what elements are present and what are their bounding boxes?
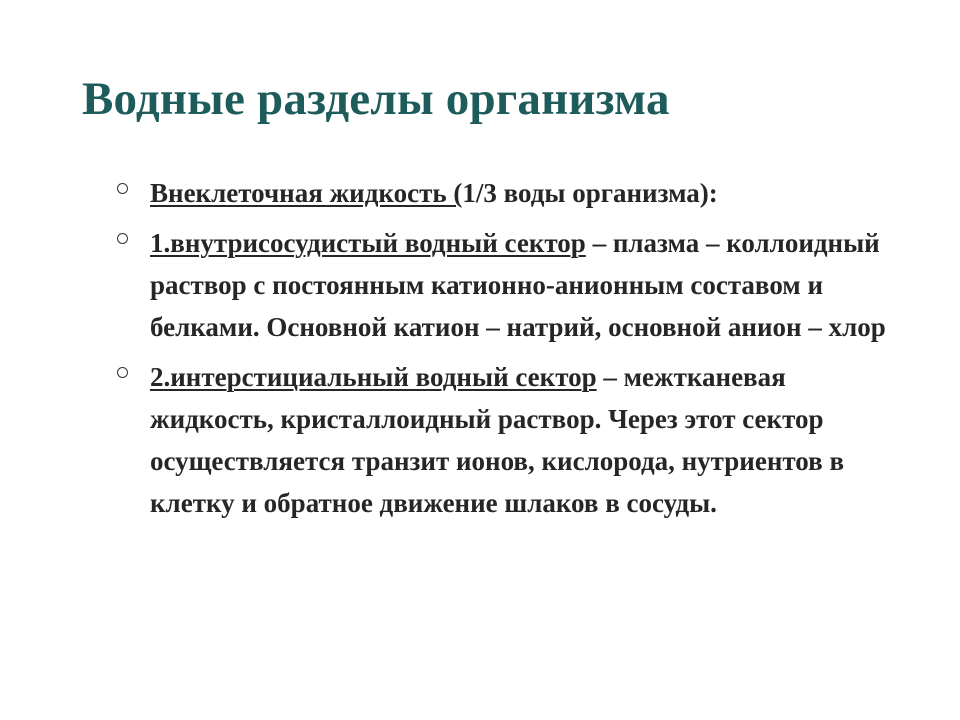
bullet-list <box>114 172 914 532</box>
bullet-text: 1/3 воды организма): <box>462 178 718 208</box>
circle-bullet-icon <box>117 367 128 378</box>
bullet-extracellular-fluid <box>114 172 914 214</box>
circle-bullet-icon <box>117 233 128 244</box>
bullet-intravascular-sector <box>114 222 914 348</box>
bullet-text: – плазма – коллоидный раствор с постоянным катионно-анионным составом и белками. Основной катион – натрий, основной анион – хлор <box>150 228 886 342</box>
bullet-interstitial-sector <box>114 356 914 524</box>
bullet-heading: Внеклеточная жидкость ( <box>150 178 463 208</box>
bullet-heading: 1.внутрисосудистый водный сектор <box>150 228 586 258</box>
slide-title: Водные разделы организма <box>82 73 670 125</box>
circle-bullet-icon <box>117 183 128 194</box>
bullet-text: – межтканевая жидкость, кристаллоидный раствор. Через этот сектор осуществляется транзит ионов, кислорода, нутриентов в клетку и обратное движение шлаков в сосуды. <box>150 362 845 518</box>
bullet-heading: 2.интерстициальный водный сектор <box>150 362 597 392</box>
